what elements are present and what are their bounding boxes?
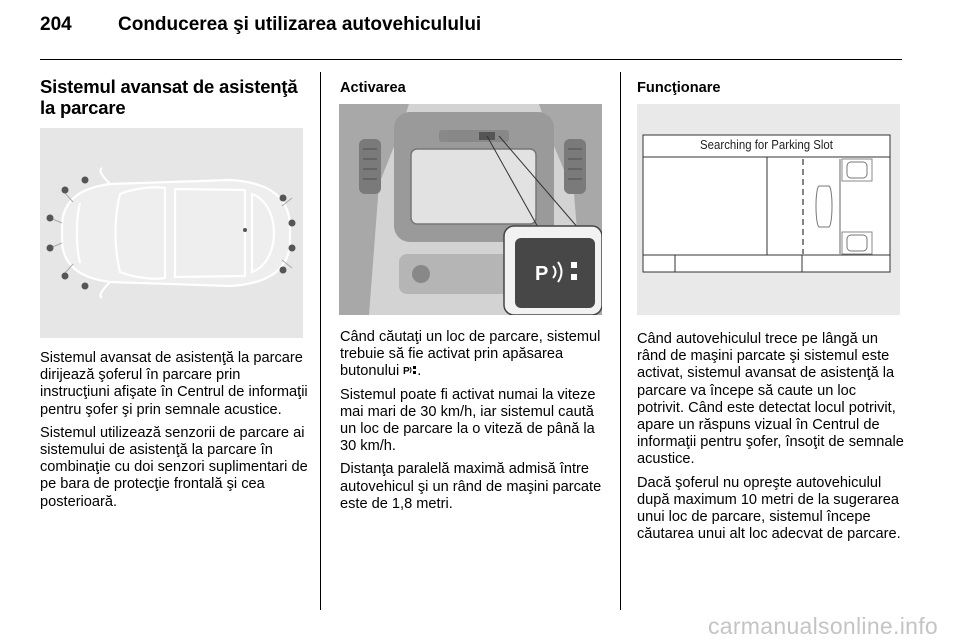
paragraph: Când autovehiculul trece pe lângă un rând de maşini parcate şi sistemul este activat, sistemul avansat de asistenţă la parcare va începe să caute un loc potrivit. Când este detectat locul potrivit, apare un răspuns vizual în Centrul de informaţii pentru şofer, însoţit de semnale acustice. — [637, 331, 904, 468]
paragraph: Dacă şoferul nu opreşte autovehiculul după maximum 10 metri de la sugerarea unui loc de parcare, sistemul începe căutarea unui alt loc adecvat de parcare. — [637, 474, 901, 543]
paragraph: Distanţa paralelă maximă admisă între autovehicul şi un rând de maşini parcate este de 1,8 metri. — [340, 461, 602, 512]
display-illustration — [637, 104, 900, 315]
column-2-text — [340, 329, 608, 519]
dashboard-image — [339, 104, 602, 315]
section-title: Sistemul avansat de asistenţă la parcare — [40, 76, 298, 118]
column-divider-2 — [620, 72, 621, 610]
watermark: carmanualsonline.info — [707, 613, 938, 639]
paragraph: Sistemul poate fi activat numai la viteze mai mari de 30 km/h, iar sistemul caută un loc de parcare la o viteză de până la 30 km/h. — [340, 386, 596, 455]
parking-slot-display — [637, 104, 900, 315]
page-header — [40, 14, 481, 36]
header-rule — [40, 59, 902, 60]
column-1 — [40, 74, 308, 118]
column-2 — [340, 74, 605, 97]
page-number: 204 — [40, 14, 72, 35]
dashboard-button-illustration — [339, 104, 602, 315]
column-3 — [637, 74, 905, 97]
paragraph: Sistemul avansat de asistenţă la parcare dirijează şoferul în parcare prin instrucţiuni afişate în Centrul de informaţii pentru şofer şi prin semnale acustice. — [40, 350, 308, 418]
paragraph: Sistemul utilizează senzorii de parcare ai sistemului de asistenţă la parcare în combinaţie cu doi senzori suplimentari de pe bara de protecţie frontală şi cea posterioară. — [40, 424, 308, 510]
display-title: Searching for Parking Slot — [700, 137, 833, 152]
paragraph: Când căutaţi un loc de parcare, sistemul trebuie să fie activat prin apăsarea butonului P . — [340, 329, 601, 380]
svg-text:P: P — [535, 263, 549, 285]
svg-text:P: P — [403, 366, 410, 377]
car-top-view-image — [40, 128, 303, 338]
car-sensors-illustration — [40, 128, 303, 338]
chapter-title: Conducerea şi utilizarea autovehiculului — [118, 14, 482, 35]
column-divider-1 — [320, 72, 321, 610]
column-3-text — [637, 331, 905, 549]
section-title: Funcţionare — [637, 80, 721, 96]
column-1-text — [40, 350, 308, 517]
section-title: Activarea — [340, 80, 406, 96]
parking-assist-button-icon — [403, 364, 417, 376]
